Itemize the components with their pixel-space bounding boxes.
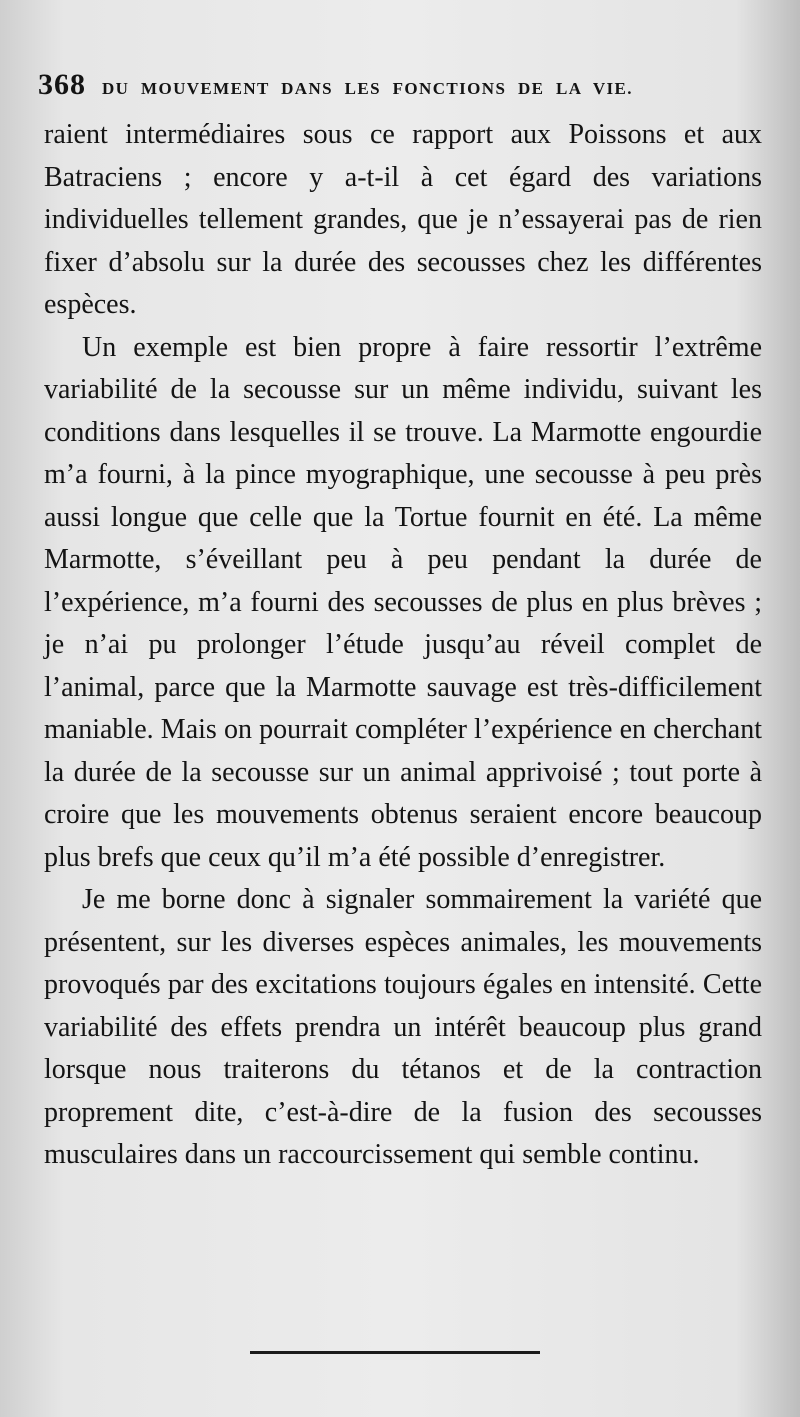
section-rule xyxy=(250,1351,540,1354)
running-head: DU MOUVEMENT DANS LES FONCTIONS DE LA VIE. xyxy=(102,79,633,98)
page-number: 368 xyxy=(38,68,86,101)
paragraph-variability-summary: Je me borne donc à signaler sommairement la variété que présentent, sur les diverses espèces animales, les mouvements provoqués par des excitations toujours égales en intensité. Cette variabilité des effets prendra un intérêt beaucoup plus grand lorsque nous traiterons du tétanos et de la contraction proprement dite, c’est-à-dire de la fusion des secousses musculaires dans un raccourcissement qui semble continu. xyxy=(44,884,762,1170)
page-header xyxy=(38,68,738,108)
paragraph-marmotte-example: Un exemple est bien propre à faire ressortir l’extrême variabilité de la secousse sur un même individu, suivant les conditions dans lesquelles il se trouve. La Marmotte engourdie m’a fourni, à la pince myographique, une secousse à peu près aussi longue que celle que la Tortue fournit en été. La même Marmotte, s’éveillant peu à peu pendant la durée de l’expérience, m’a fourni des secousses de plus en plus brèves ; je n’ai pu prolonger l’étude jusqu’au réveil complet de l’animal, parce que la Marmotte sauvage est très-difficilement maniable. Mais on pourrait compléter l’expérience en cherchant la durée de la secousse sur un animal apprivoisé ; tout porte à croire que les mouvements obtenus seraient encore beaucoup plus brefs que ceux qu’il m’a été possible d’enregistrer. xyxy=(44,331,762,873)
body-text xyxy=(44,114,762,1177)
paragraph-continuation: raient intermédiaires sous ce rapport aux Poissons et aux Batraciens ; encore y a-t-il à cet égard des variations individuelles tellement grandes, que je n’essayerai pas de rien fixer d’absolu sur la durée des secousses chez les différentes espèces. xyxy=(44,119,762,320)
